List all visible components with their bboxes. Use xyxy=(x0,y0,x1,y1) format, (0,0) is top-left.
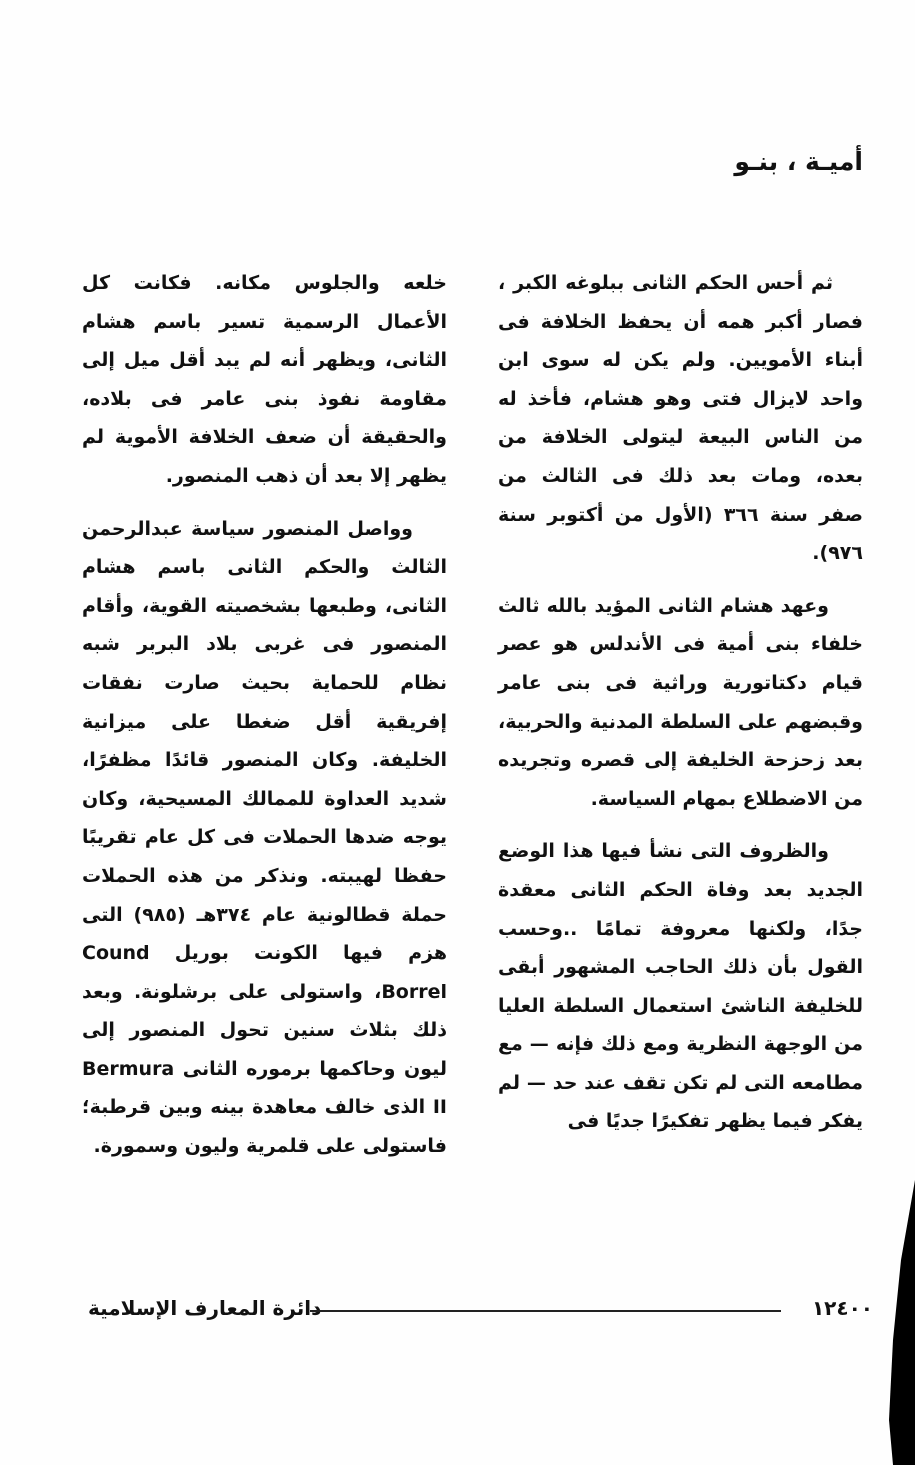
paragraph: وعهد هشام الثانى المؤيد بالله ثالث خلفاء بنى أمية فى الأندلس هو عصر قيام دكتاتورية وراثية فى بنى عامر وقبضهم على السلطة المدنية والحربية، بعد زحزحة الخليفة إلى قصره وتجريده من الاضطلاع بمهام السياسة. xyxy=(498,594,863,810)
running-head: أميـة ، بنـو xyxy=(734,147,863,176)
page-number: ١٢٤٠٠ xyxy=(811,1296,873,1320)
right-column xyxy=(498,264,863,1155)
paragraph: والظروف التى نشأ فيها هذا الوضع الجديد بعد وفاة الحكم الثانى معقدة جدًا، ولكنها معروفة تمامًا ..وحسب القول بأن ذلك الحاجب المشهور أبقى للخليفة الناشئ استعمال السلطة العليا من الوجهة النظرية ومع ذلك فإنه — مع مطامعه التى لم تكن تقف عند حد — لم يفكر فيما يظهر تفكيرًا جديًا فى xyxy=(498,840,863,1133)
footer-rule xyxy=(310,1310,781,1312)
paragraph: خلعه والجلوس مكانه. فكانت كل الأعمال الرسمية تسير باسم هشام الثانى، ويظهر أنه لم يبد أقل ميل إلى مقاومة نفوذ بنى عامر فى بلاده، والحقيقة أن ضعف الخلافة الأموية لم يظهر إلا بعد أن ذهب المنصور. xyxy=(82,272,447,487)
left-column xyxy=(82,264,447,1180)
page-footer xyxy=(88,1290,873,1326)
paragraph: وواصل المنصور سياسة عبدالرحمن الثالث والحكم الثانى باسم هشام الثانى، وطبعها بشخصيته القوية، وأقام المنصور فى غربى بلاد البربر شبه نظام للحماية بحيث صارت نفقات إفريقية أقل ضغطا على ميزانية الخليفة. وكان المنصور قائدًا مظفرًا، شديد العداوة للممالك المسيحية، وكان يوجه ضدها الحملات فى كل عام تقريبًا حفظا لهيبته. ونذكر من هذه الحملات حملة قطالونية عام ٣٧٤هـ (٩٨٥) التى هزم فيها الكونت بوريل Cound Borrel، واستولى على برشلونة. وبعد ذلك بثلاث سنين تحول المنصور إلى ليون وحاكمها برموره الثانى Bermura II الذى خالف معاهدة بينه وبين قرطبة؛ فاستولى على قلمرية وليون وسمورة. xyxy=(82,517,447,1158)
paragraph-text: ثم أحس الحكم الثانى ببلوغه الكبر ، فصار أكبر همه أن يحفظ الخلافة فى أبناء الأمويين. ولم يكن له سوى ابن واحد لايزال فتى وهو هشام، فأخذ له من الناس البيعة ليتولى الخلافة من بعده، ومات بعد ذلك فى الثالث من صفر سنة ٣٦٦ (الأول من أكتوبر سنة ٩٧٦). xyxy=(498,272,864,565)
page-edge-shadow xyxy=(875,0,915,1465)
paragraph xyxy=(498,264,863,573)
publication-title: دائرة المعارف الإسلامية xyxy=(88,1296,322,1320)
